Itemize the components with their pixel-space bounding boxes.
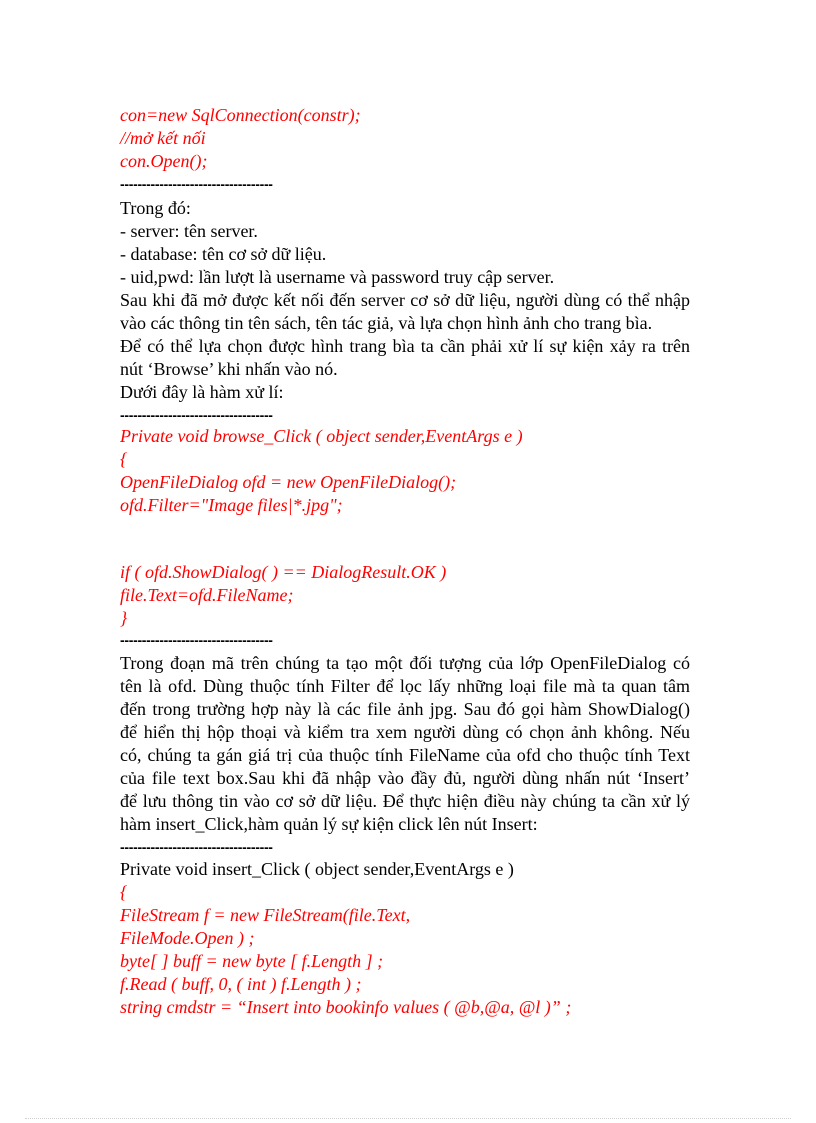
paragraph-line: Trong đoạn mã trên chúng ta tạo một đối tượng của lớp OpenFileDialog có — [120, 653, 690, 673]
page-bottom-border — [25, 1118, 791, 1119]
code-line: Private void browse_Click ( object sender,EventArgs e ) — [120, 426, 523, 446]
code-line: FileStream f = new FileStream(file.Text, — [120, 905, 411, 925]
code-line: if ( ofd.ShowDialog( ) == DialogResult.OK ) — [120, 562, 447, 582]
code-line: FileMode.Open ) ; — [120, 928, 255, 948]
code-line: } — [120, 608, 128, 628]
section-heading: Trong đó: — [120, 198, 191, 218]
paragraph-line: để hiển thị hộp thoại và kiểm tra xem người dùng có chọn ảnh không. Nếu — [120, 722, 690, 742]
separator-line: ----------------------------------- — [120, 407, 273, 423]
code-line: string cmdstr = “Insert into bookinfo values ( @b,@a, @l )” ; — [120, 997, 572, 1017]
code-line: con=new SqlConnection(constr); — [120, 105, 361, 125]
list-item: - server: tên server. — [120, 221, 258, 241]
code-line: { — [120, 449, 128, 469]
paragraph-line: Dưới đây là hàm xử lí: — [120, 382, 284, 402]
code-line: { — [120, 882, 128, 902]
paragraph-line: hàm insert_Click,hàm quản lý sự kiện click lên nút Insert: — [120, 814, 538, 834]
separator-line: ----------------------------------- — [120, 632, 273, 648]
paragraph-line: đến trong trường hợp này là các file ảnh jpg. Sau đó gọi hàm ShowDialog() — [120, 699, 690, 719]
paragraph-line: có, chúng ta gán giá trị của thuộc tính FileName của ofd cho thuộc tính Text — [120, 745, 690, 765]
code-line: con.Open(); — [120, 151, 208, 171]
paragraph-line: Để có thể lựa chọn được hình trang bìa ta cần phải xử lí sự kiện xảy ra trên — [120, 336, 690, 356]
list-item: - database: tên cơ sở dữ liệu. — [120, 244, 327, 264]
list-item: - uid,pwd: lần lượt là username và password truy cập server. — [120, 267, 555, 287]
paragraph-line: nút ‘Browse’ khi nhấn vào nó. — [120, 359, 338, 379]
separator-line: ----------------------------------- — [120, 176, 273, 192]
code-header-line: Private void insert_Click ( object sender,EventArgs e ) — [120, 859, 514, 879]
paragraph-line: tên là ofd. Dùng thuộc tính Filter để lọc lấy những loại file mà ta quan tâm — [120, 676, 690, 696]
code-line: byte[ ] buff = new byte [ f.Length ] ; — [120, 951, 384, 971]
paragraph-line: của file text box.Sau khi đã nhập vào đầy đủ, người dùng nhấn nút ‘Insert’ — [120, 768, 690, 788]
code-line: file.Text=ofd.FileName; — [120, 585, 294, 605]
code-line: f.Read ( buff, 0, ( int ) f.Length ) ; — [120, 974, 362, 994]
paragraph-line: vào các thông tin tên sách, tên tác giả, và lựa chọn hình ảnh cho trang bìa. — [120, 313, 653, 333]
code-line: ofd.Filter="Image files|*.jpg"; — [120, 495, 343, 515]
code-line: OpenFileDialog ofd = new OpenFileDialog(); — [120, 472, 457, 492]
code-comment: //mở kết nối — [120, 128, 206, 148]
paragraph-line: Sau khi đã mở được kết nối đến server cơ sở dữ liệu, người dùng có thể nhập — [120, 290, 690, 310]
separator-line: ----------------------------------- — [120, 839, 273, 855]
paragraph-line: để lưu thông tin vào cơ sở dữ liệu. Để thực hiện điều này chúng ta cần xử lý — [120, 791, 690, 811]
